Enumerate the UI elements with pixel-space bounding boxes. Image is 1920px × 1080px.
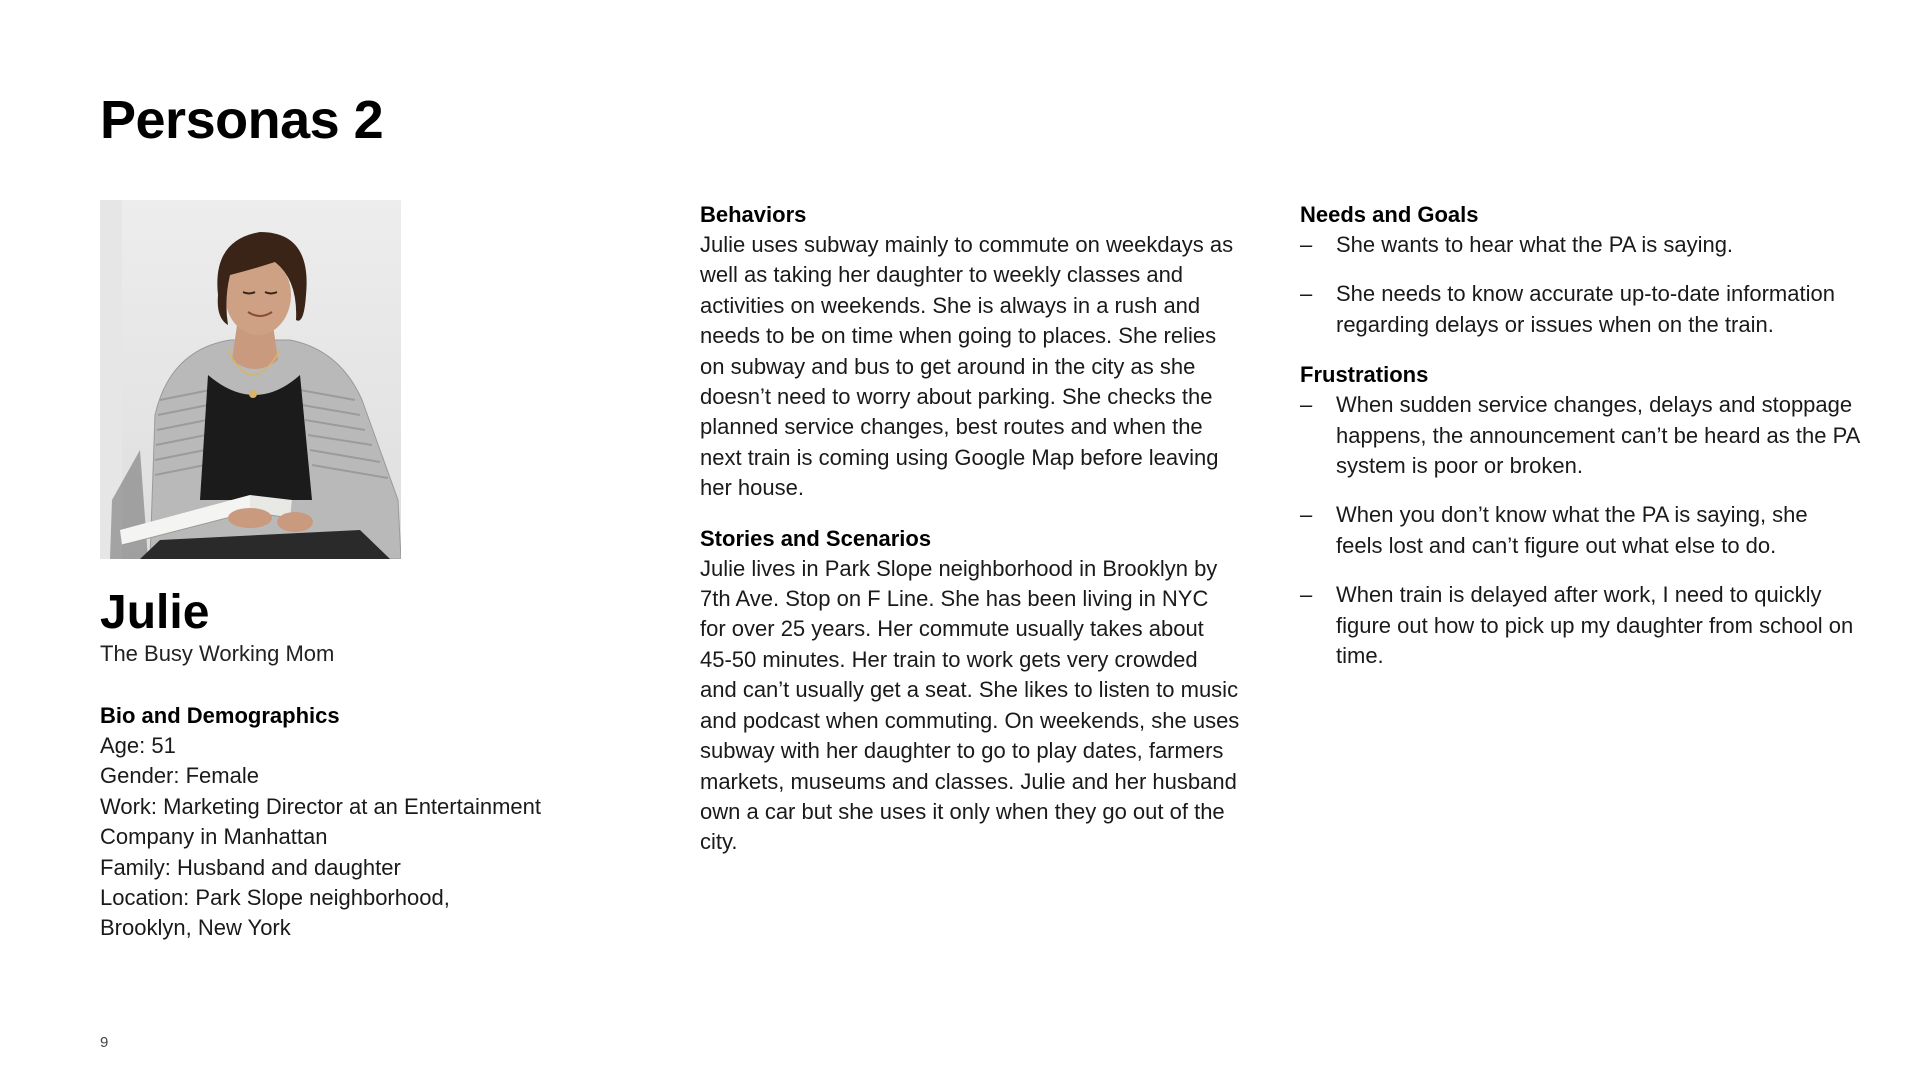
dash-icon: – — [1300, 502, 1313, 528]
frustrations-heading: Frustrations — [1300, 362, 1429, 388]
dash-icon: – — [1300, 582, 1313, 608]
persona-name: Julie — [100, 586, 210, 639]
behaviors-text: Julie uses subway mainly to commute on weekdays as well as taking her daughter to weekly classes and activities on weekends. She is always in a rush and needs to be on time when going to places. She relies on subway and bus to get around in the city as she doesn’t need to worry about parking. She checks the planned service changes, best routes and when the next train is coming using Google Map before leaving her house. — [700, 232, 1234, 501]
bio-section — [100, 701, 600, 944]
bio-line: Location: Park Slope neighborhood, — [100, 885, 450, 911]
stories-text: Julie lives in Park Slope neighborhood in Brooklyn by 7th Ave. Stop on F Line. She has been living in NYC for over 25 years. Her commute usually takes about 45-50 minutes. Her train to work gets very crowded and can’t usually get a seat. She likes to listen to music and podcast when commuting. On weekends, she uses subway with her daughter to go to play dates, farmers markets, museums and classes. Julie and her husband own a car but she uses it only when they go out of the city. — [700, 555, 1240, 855]
bio-line: Gender: Female — [100, 763, 259, 789]
dash-icon: – — [1300, 281, 1313, 307]
list-item — [1300, 230, 1860, 260]
behaviors-heading: Behaviors — [700, 202, 807, 227]
persona-profile-column — [100, 200, 600, 944]
bio-line: Brooklyn, New York — [100, 915, 291, 941]
persona-photo-woman-reading-icon — [100, 200, 401, 559]
behaviors-section — [700, 200, 1240, 504]
list-item — [1300, 390, 1860, 481]
needs-section — [1300, 200, 1860, 340]
frustrations-item-text: When you don’t know what the PA is saying, she feels lost and can’t figure out what else to do. — [1336, 502, 1808, 558]
stories-section — [700, 524, 1240, 858]
list-item — [1300, 500, 1860, 561]
stories-heading: Stories and Scenarios — [700, 525, 932, 551]
persona-photo — [100, 200, 401, 559]
narrative-column — [700, 200, 1240, 858]
needs-frustrations-column — [1300, 200, 1860, 671]
page-number: 9 — [100, 1034, 109, 1051]
bio-line: Family: Husband and daughter — [100, 854, 401, 880]
frustrations-section — [1300, 360, 1860, 671]
bio-line: Age: 51 — [100, 733, 176, 758]
list-item — [1300, 279, 1860, 340]
frustrations-item-text: When sudden service changes, delays and stoppage happens, the announcement can’t be heard as the PA system is poor or broken. — [1336, 392, 1860, 479]
dash-icon: – — [1300, 232, 1313, 257]
frustrations-item-text: When train is delayed after work, I need to quickly figure out how to pick up my daughter from school on time. — [1336, 582, 1854, 669]
needs-heading: Needs and Goals — [1300, 202, 1479, 227]
page-title: Personas 2 — [100, 90, 384, 150]
frustrations-list — [1300, 390, 1860, 671]
bio-line: Company in Manhattan — [100, 824, 328, 850]
persona-role: The Busy Working Mom — [100, 641, 335, 666]
bio-heading: Bio and Demographics — [100, 703, 340, 728]
dash-icon: – — [1300, 392, 1313, 418]
bio-line: Work: Marketing Director at an Entertainment — [100, 793, 541, 819]
list-item — [1300, 580, 1860, 671]
needs-list — [1300, 230, 1860, 340]
needs-item-text: She wants to hear what the PA is saying. — [1336, 232, 1734, 257]
needs-item-text: She needs to know accurate up-to-date information regarding delays or issues when on the train. — [1336, 281, 1835, 337]
